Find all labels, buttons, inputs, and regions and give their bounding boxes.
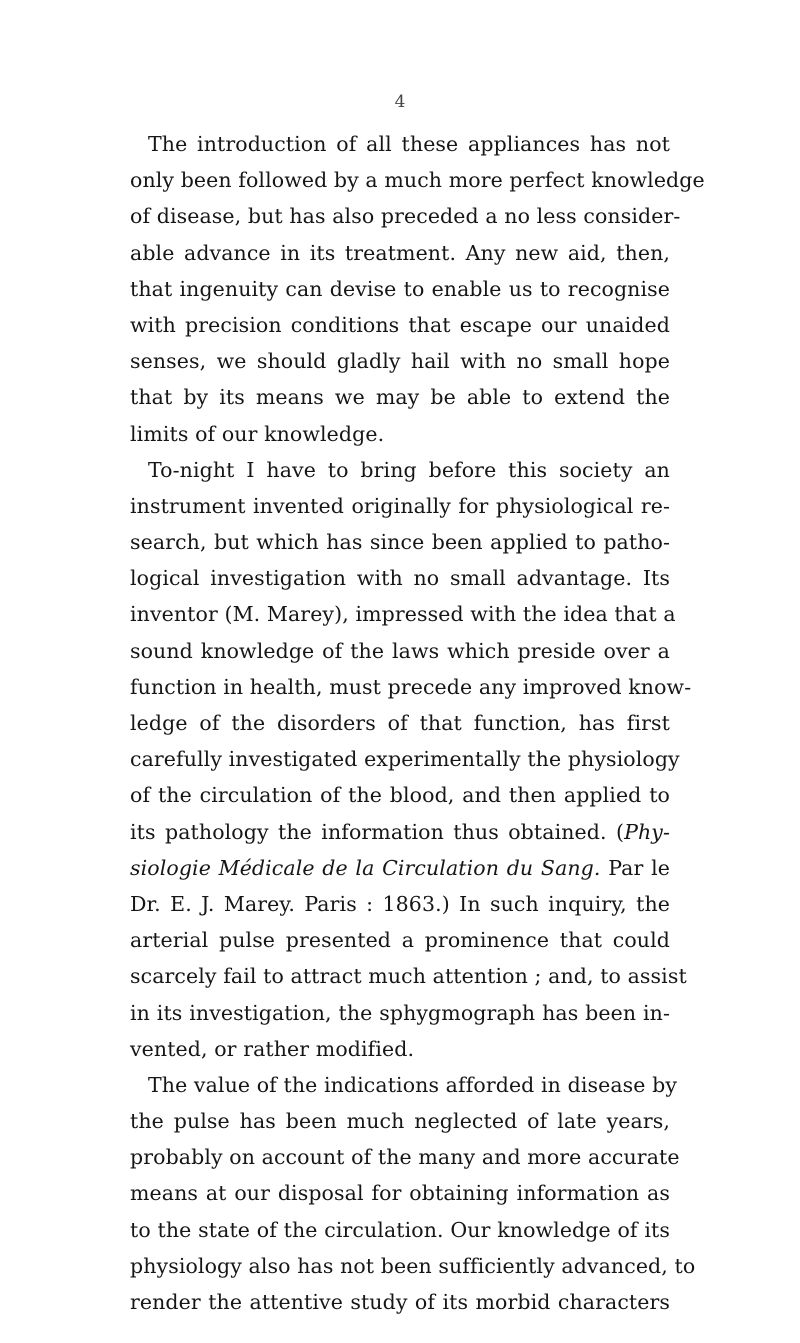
text-line: only been followed by a much more perfect knowledge [130, 168, 705, 193]
text-segment: Par le [600, 855, 670, 880]
page-number: 4 [394, 92, 406, 112]
text-line: inventor (M. Marey), impressed with the idea that a [130, 602, 676, 627]
text-line: vented, or rather modified. [130, 1036, 415, 1061]
text-line: in its investigation, the sphygmograph has been in- [130, 1000, 670, 1025]
text-line: The value of the indications afforded in disease by [148, 1072, 678, 1097]
text-line: to the state of the circulation. Our knowledge of its [130, 1217, 670, 1242]
text-line: render the attentive study of its morbid characters [130, 1290, 670, 1314]
text-line: of disease, but has also preceded a no less consider- [130, 204, 681, 229]
text-line: probably on account of the many and more accurate [130, 1145, 680, 1170]
text-segment: its pathology the information thus obtained. ( [130, 819, 625, 844]
text-line [130, 814, 670, 850]
italic-title-segment: Phy- [624, 819, 670, 844]
text-line: able advance in its treatment. Any new aid, then, [130, 240, 670, 265]
text-line: with precision conditions that escape our unaided [130, 312, 670, 337]
text-line: Dr. E. J. Marey. Paris : 1863.) In such inquiry, the [130, 891, 670, 916]
text-line: sound knowledge of the laws which preside over a [130, 638, 670, 663]
text-line: that by its means we may be able to extend the [130, 385, 670, 410]
text-line: function in health, must precede any improved know- [130, 674, 692, 699]
text-line: physiology also has not been sufficiently advanced, to [130, 1253, 696, 1278]
text-line: scarcely fail to attract much attention ; and, to assist [130, 964, 687, 989]
text-line [130, 850, 670, 886]
text-line: To-night I have to bring before this society an [148, 457, 670, 482]
text-line: of the circulation of the blood, and then applied to [130, 783, 670, 808]
text-line: means at our disposal for obtaining information as [130, 1181, 670, 1206]
text-line: the pulse has been much neglected of late years, [130, 1109, 670, 1134]
text-line: search, but which has since been applied to patho- [130, 530, 670, 555]
text-line: The introduction of all these appliances has not [148, 132, 670, 156]
body-text [130, 126, 705, 1320]
text-line: arterial pulse presented a prominence that could [130, 928, 670, 953]
text-line: senses, we should gladly hail with no small hope [130, 349, 670, 374]
italic-title-segment: siologie Médicale de la Circulation du Sang. [130, 855, 601, 880]
text-line: limits of our knowledge. [130, 421, 385, 446]
text-line: instrument invented originally for physiological re- [130, 493, 670, 518]
text-line: that ingenuity can devise to enable us to recognise [130, 276, 670, 301]
text-line: ledge of the disorders of that function, has first [130, 711, 670, 735]
text-line: carefully investigated experimentally the physiology [130, 747, 680, 772]
text-line: logical investigation with no small advantage. Its [130, 566, 670, 591]
